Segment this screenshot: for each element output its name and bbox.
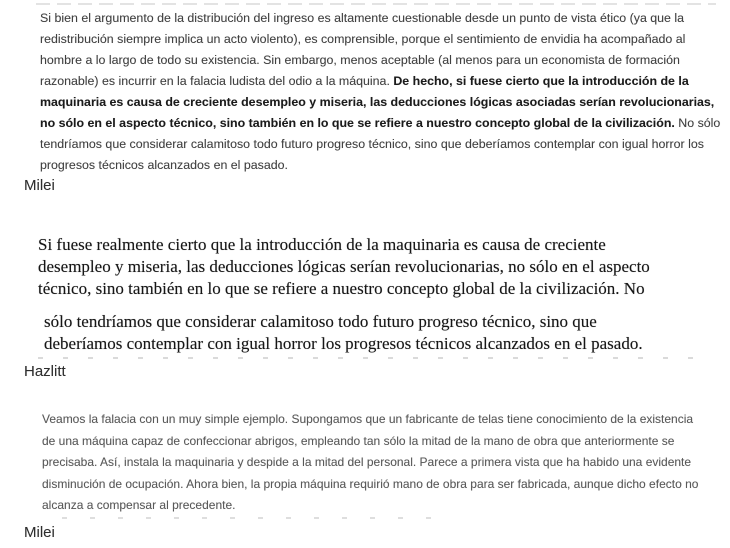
bold-text-segment: no sólo en el aspecto técnico, sino también en lo que se refiere a nuestro concepto global de la civilización. [40,116,675,130]
text-segment: No sólo [674,116,721,130]
cropped-text-artifact-middle [38,357,693,359]
hazlitt-quote-part-2 [44,311,643,355]
text-segment: hombre a lo largo de todo su existencia. Sin embargo, menos aceptable (al menos para un economista de formación [40,53,680,67]
text-segment: redistribución siempre implica un acto violento), es comprensible, porque el sentimiento de envidia ha acompañado al [40,32,686,46]
milei-quote-2 [42,409,698,517]
quote-line: precisaba. Así, instala la maquinaria y despide a la mitad del personal. Parece a primera vista que ha habido una evidente [42,455,692,469]
quote-line: alcanza a compensar al precedente. [42,498,236,512]
cropped-text-artifact-top [36,3,716,5]
quote-line [40,29,720,50]
quote-line [40,134,720,155]
text-segment: Si bien el argumento de la distribución del ingreso es altamente cuestionable desde un punto de vista ético (ya que la [40,11,685,25]
speaker-label-hazlitt: Hazlitt [24,363,66,380]
bold-text-segment: maquinaria es causa de creciente desempleo y miseria, las deducciones lógicas asociadas serían revolucionarias, [40,95,715,109]
quote-line [40,50,720,71]
text-segment: tendríamos que considerar calamitoso todo futuro progreso técnico, sino que deberíamos contemplar con igual horror los [40,137,704,151]
bold-text-segment: De hecho, si fuese cierto que la introducción de la [393,74,689,88]
quote-line: sólo tendríamos que considerar calamitoso todo futuro progreso técnico, sino que [44,312,597,331]
text-segment: progresos técnicos alcanzados en el pasado. [40,158,288,172]
speaker-label-milei-1: Milei [24,177,55,194]
quote-line: desempleo y miseria, las deducciones lógicas serían revolucionarias, no sólo en el aspecto [38,257,650,276]
quote-line [40,8,720,29]
quote-line: técnico, sino también en lo que se refiere a nuestro concepto global de la civilización. No [38,279,645,298]
quote-line: disminución de ocupación. Ahora bien, la propia máquina requirió mano de obra para ser fabricada, aunque dicho efecto no [42,476,699,491]
cropped-text-artifact-bottom [62,517,442,519]
speaker-label-milei-2: Milei [24,524,55,541]
quote-line [40,113,720,134]
quote-line [40,155,720,176]
quote-line [40,71,720,92]
quote-line: Si fuese realmente cierto que la introducción de la maquinaria es causa de creciente [38,235,606,254]
hazlitt-quote-part-1 [38,234,650,300]
quote-line: de una máquina capaz de confeccionar abrigos, empleando tan sólo la mitad de la mano de obra que anteriormente se [42,433,675,448]
text-segment: razonable) es incurrir en la falacia ludista del odio a la máquina. [40,74,394,88]
quote-line: deberíamos contemplar con igual horror los progresos técnicos alcanzados en el pasado. [44,334,643,353]
milei-quote-1 [40,8,720,176]
quote-line [40,92,720,113]
quote-line: Veamos la falacia con un muy simple ejemplo. Supongamos que un fabricante de telas tiene conocimiento de la existencia [42,412,694,426]
